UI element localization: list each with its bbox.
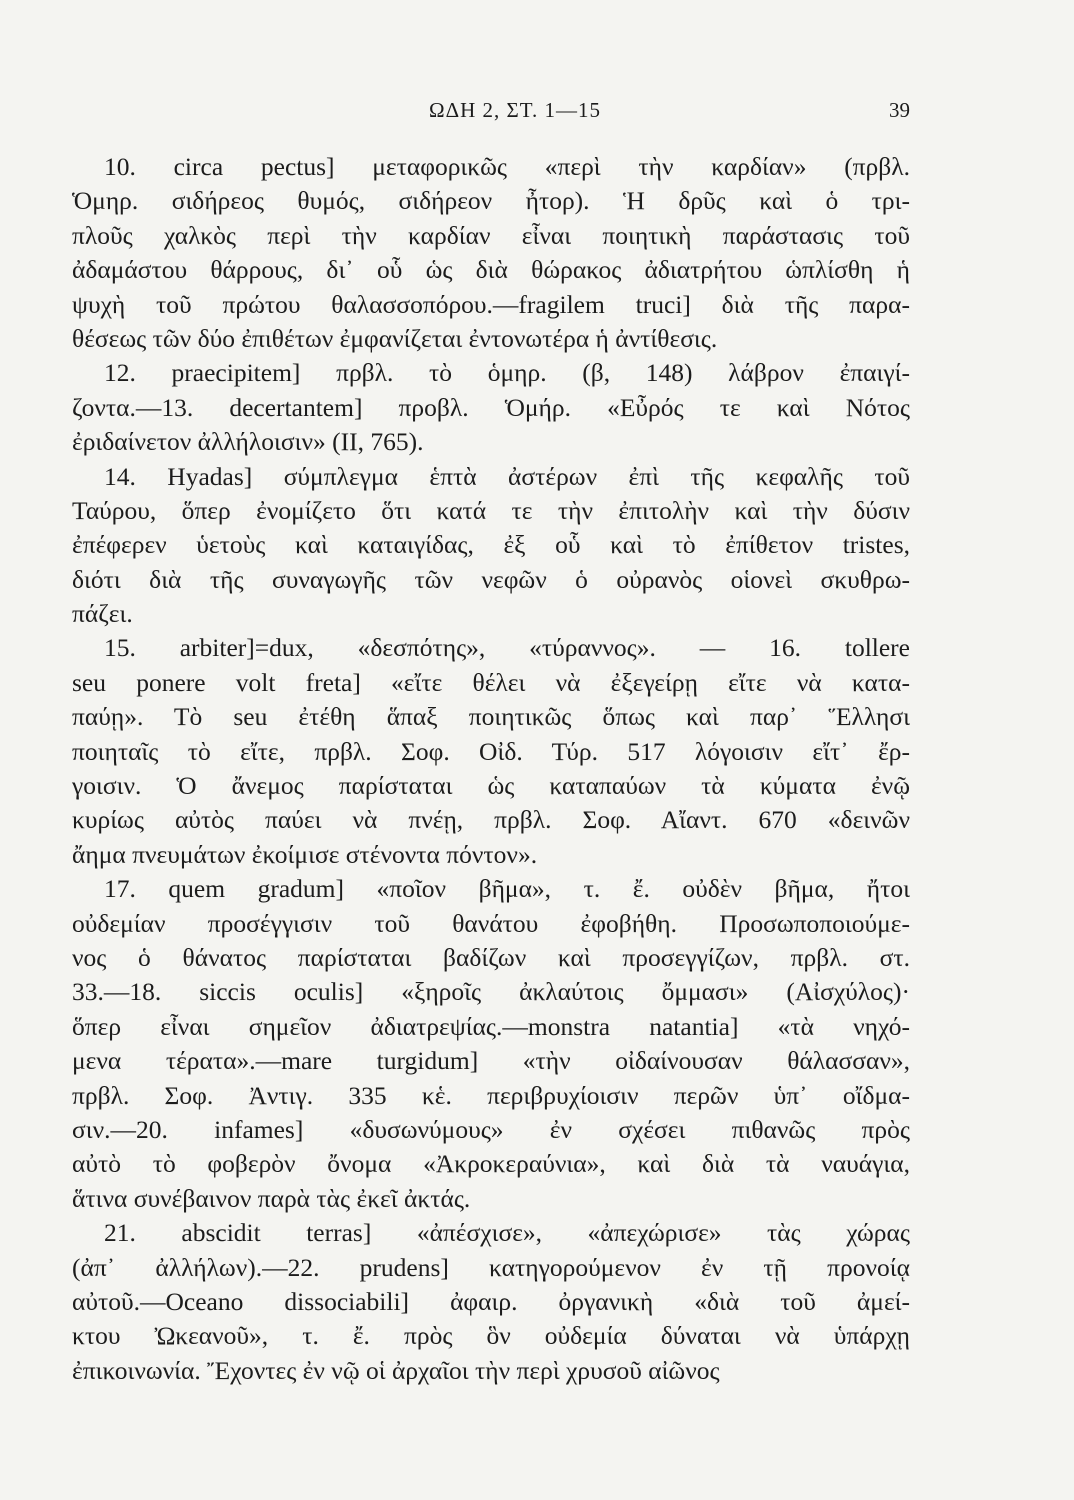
text-line: 12. praecipitem] πρβλ. τὸ ὁμηρ. (β, 148) λάβρον ἐπαιγί- [104, 358, 910, 388]
text-line: ἅτινα συνέβαινον παρὰ τὰς ἐκεῖ ἀκτάς. [72, 1183, 471, 1213]
text-line: πρβλ. Σοφ. Ἀντιγ. 335 κἑ. περιβρυχίοισιν περῶν ὑπ᾿ οἴδμα- [72, 1080, 910, 1110]
running-header [120, 98, 910, 128]
text-line: 14. Hyadas] σύμπλεγμα ἑπτὰ ἀστέρων ἐπὶ τῆς κεφαλῆς τοῦ [104, 461, 910, 491]
text-line: πάζει. [72, 599, 133, 629]
text-line: 33.—18. siccis oculis] «ξηροῖς ἀκλαύτοις ὄμμασι» (Αἰσχύλος)· [72, 977, 910, 1007]
text-line: κτου Ὠκεανοῦ», τ. ἔ. πρὸς ὃν οὐδεμία δύναται νὰ ὑπάρχῃ [72, 1321, 910, 1351]
commentary-text [72, 150, 910, 1388]
text-line: ἐριδαίνετον ἀλλήλοισιν» (ΙΙ, 765). [72, 427, 424, 457]
text-line: γοισιν. Ὁ ἄνεμος παρίσταται ὡς καταπαύων τὰ κύματα ἐνῷ [72, 771, 910, 801]
text-line: seu ponere volt freta] «εἴτε θέλει νὰ ἐξεγείρῃ εἴτε νὰ κατα- [72, 667, 910, 697]
text-line: μενα τέρατα».—mare turgidum] «τὴν οἰδαίνουσαν θάλασσαν», [72, 1046, 910, 1076]
text-line: ἄημα πνευμάτων ἐκοίμισε στένοντα πόντον». [72, 839, 538, 869]
page-number: 39 [889, 98, 910, 122]
text-line: ἐπικοινωνία. Ἔχοντες ἐν νῷ οἱ ἀρχαῖοι τὴν περὶ χρυσοῦ αἰῶνος [72, 1355, 720, 1385]
text-line: ἐπέφερεν ὑετοὺς καὶ καταιγίδας, ἐξ οὗ καὶ τὸ ἐπίθετον tristes, [72, 530, 910, 560]
text-line: Ταύρου, ὅπερ ἐνομίζετο ὅτι κατά τε τὴν ἐπιτολὴν καὶ τὴν δύσιν [72, 495, 910, 525]
text-line: ψυχὴ τοῦ πρώτου θαλασσοπόρου.—fragilem truci] διὰ τῆς παρα- [72, 289, 910, 319]
text-line: νος ὁ θάνατος παρίσταται βαδίζων καὶ προσεγγίζων, πρβλ. στ. [72, 942, 910, 972]
text-line: Ὁμηρ. σιδήρεος θυμός, σιδήρεον ἦτορ). Ἡ δρῦς καὶ ὁ τρι- [72, 186, 910, 216]
header-title: ΩΔΗ 2, ΣΤ. 1—15 [428, 98, 602, 122]
text-line: παύῃ». Τὸ seu ἐτέθη ἅπαξ ποιητικῶς ὅπως καὶ παρ᾿ Ἕλλησι [72, 702, 910, 732]
text-line: οὐδεμίαν προσέγγισιν τοῦ θανάτου ἐφοβήθη. Προσωποποιούμε- [72, 908, 910, 938]
text-line: θέσεως τῶν δύο ἐπιθέτων ἐμφανίζεται ἐντονωτέρα ἡ ἀντίθεσις. [72, 323, 718, 353]
text-line: 17. quem gradum] «ποῖον βῆμα», τ. ἔ. οὐδὲν βῆμα, ἤτοι [104, 874, 910, 904]
text-line: 10. circa pectus] μεταφορικῶς «περὶ τὴν καρδίαν» (πρβλ. [104, 152, 910, 181]
text-line: ὅπερ εἶναι σημεῖον ἀδιατρεψίας.—monstra natantia] «τὰ νηχό- [72, 1011, 910, 1041]
text-line: σιν.—20. infames] «δυσωνύμους» ἐν σχέσει πιθανῶς πρὸς [72, 1114, 910, 1144]
text-line: αὐτοῦ.—Oceano dissociabili] ἀφαιρ. ὀργανικὴ «διὰ τοῦ ἀμεί- [72, 1286, 910, 1316]
text-line: 15. arbiter]=dux, «δεσπότης», «τύραννος». — 16. tollere [104, 633, 910, 663]
text-line: αὐτὸ τὸ φοβερὸν ὄνομα «Ἀκροκεραύνια», καὶ διὰ τὰ ναυάγια, [72, 1149, 910, 1179]
text-line: 21. abscidit terras] «ἀπέσχισε», «ἀπεχώρισε» τὰς χώρας [104, 1218, 910, 1248]
text-line: διότι διὰ τῆς συναγωγῆς τῶν νεφῶν ὁ οὐρανὸς οἱονεὶ σκυθρω- [72, 564, 910, 594]
text-line: ποιηταῖς τὸ εἴτε, πρβλ. Σοφ. Οἰδ. Τύρ. 517 λόγοισιν εἴτ᾿ ἔρ- [72, 736, 910, 766]
text-line: ἀδαμάστου θάρρους, δι᾿ οὗ ὡς διὰ θώρακος ἀδιατρήτου ὡπλίσθη ἡ [72, 255, 910, 285]
text-line: ζοντα.—13. decertantem] προβλ. Ὁμήρ. «Εὖρός τε καὶ Νότος [72, 392, 910, 422]
text-line: πλοῦς χαλκὸς περὶ τὴν καρδίαν εἶναι ποιητικὴ παράστασις τοῦ [72, 220, 910, 250]
text-line: (ἀπ᾿ ἀλλήλων).—22. prudens] κατηγορούμενον ἐν τῇ προνοίᾳ [72, 1252, 910, 1282]
text-line: κυρίως αὐτὸς παύει νὰ πνέῃ, πρβλ. Σοφ. Αἴαντ. 670 «δεινῶν [72, 805, 910, 835]
